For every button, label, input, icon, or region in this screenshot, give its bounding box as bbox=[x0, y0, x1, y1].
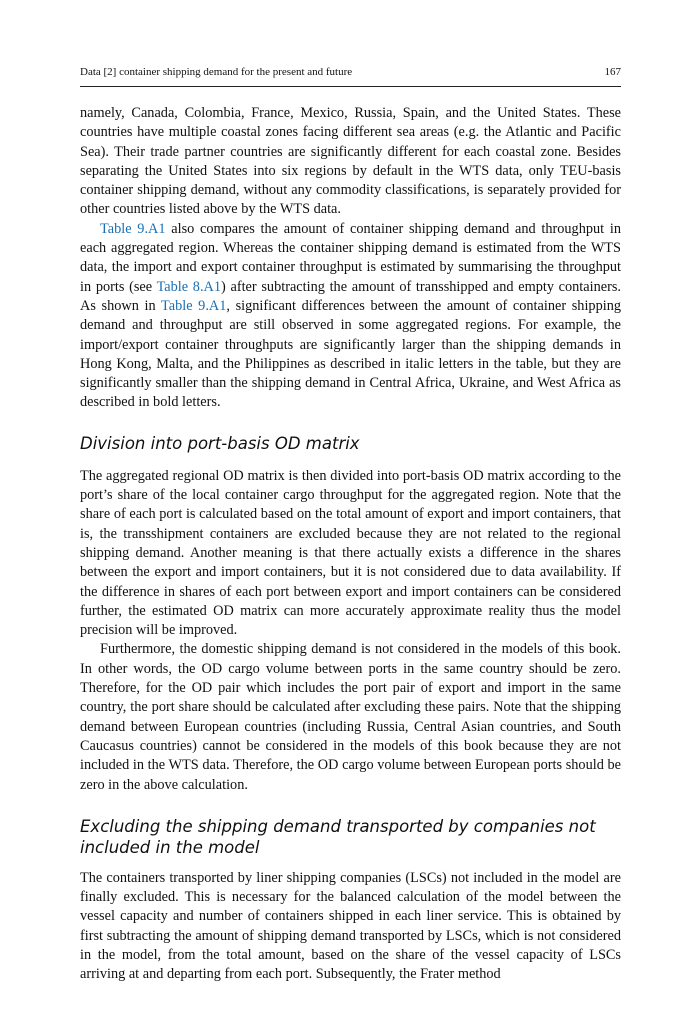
paragraph-text: also compares the amount of container shipping demand and throughput in each aggregated region. Whereas the container shipping demand is estimated from the WTS data, the import and export container throughput is estimated by summarising the throughput in ports (see bbox=[80, 220, 621, 295]
table-9a1-link[interactable]: Table 9.A1 bbox=[100, 220, 166, 237]
paragraph-domestic-demand: Furthermore, the domestic shipping demand is not considered in the models of this book. In other words, the OD cargo volume between ports in the same country should be zero. Therefore, for the OD pair which includes the port pair of export and import in the same country, the port share should be calculated after excluding these pairs. Note that the shipping demand between European countries (including Russia, Central Asian countries, and South Caucasus countries) cannot be considered in the models of this book because they are not included in the WTS data. Therefore, the OD cargo volume between European ports should be zero in the above calculation. bbox=[80, 641, 621, 793]
paragraph-text: ) after subtracting the amount of transshipped and empty containers. As shown in bbox=[80, 278, 621, 314]
running-header bbox=[80, 64, 621, 87]
paragraph-table-comparison bbox=[80, 220, 621, 413]
paragraph-excluding: The containers transported by liner shipping companies (LSCs) not included in the model are finally excluded. This is necessary for the balanced calculation of the model between the vessel capacity and number of containers shipped in each liner service. This is obtained by first subtracting the amount of shipping demand transported by LSCs, which is not considered in the model, from the total amount, based on the share of the vessel capacity of LSCs arriving at and departing from each port. Subsequently, the Frater method bbox=[80, 869, 621, 983]
paragraph-division: The aggregated regional OD matrix is then divided into port-basis OD matrix according to the port’s share of the local container cargo throughput for the aggregated region. Note that the share of each port is calculated based on the total amount of export and import containers, that is, the transshipment containers are excluded because they are not related to the regional shipping demand. Another meaning is that there actually exists a difference in the shares between the export and import containers, but it is not considered due to data availability. If the difference in shares of each port between export and import containers can be considered further, the estimated OD matrix can more accurately approximate reality thus the model precision will be improved. bbox=[80, 467, 621, 639]
page-number: 167 bbox=[604, 66, 621, 78]
section-heading-division: Division into port-basis OD matrix bbox=[80, 433, 360, 453]
paragraph-text: , significant differences between the amount of container shipping demand and throughput are still observed in some aggregated regions. For example, the import/export container throughputs are significantly larger than the shipping demands in Hong Kong, Malta, and the Philippines as described in italic letters in the table, but they are significantly smaller than the shipping demand in Central Africa, Ukraine, and West Africa as described in bold letters. bbox=[80, 297, 621, 411]
page-body bbox=[80, 104, 621, 985]
table-8a1-link[interactable]: Table 8.A1 bbox=[156, 278, 222, 295]
running-title: Data [2] container shipping demand for the present and future bbox=[80, 66, 353, 78]
section-heading-excluding: Excluding the shipping demand transported by companies not included in the model bbox=[80, 816, 596, 857]
table-9a1-link[interactable]: Table 9.A1 bbox=[161, 297, 227, 314]
paragraph-continuation: namely, Canada, Colombia, France, Mexico, Russia, Spain, and the United States. These countries have multiple coastal zones facing different sea areas (e.g. the Atlantic and Pacific Sea). Their trade partner countries are significantly different for each coastal zone. Besides separating the United States into six regions by default in the WTS data, only TEU-basis container shipping demand, without any commodity classifications, is separately provided for other countries listed above by the WTS data. bbox=[80, 105, 621, 218]
